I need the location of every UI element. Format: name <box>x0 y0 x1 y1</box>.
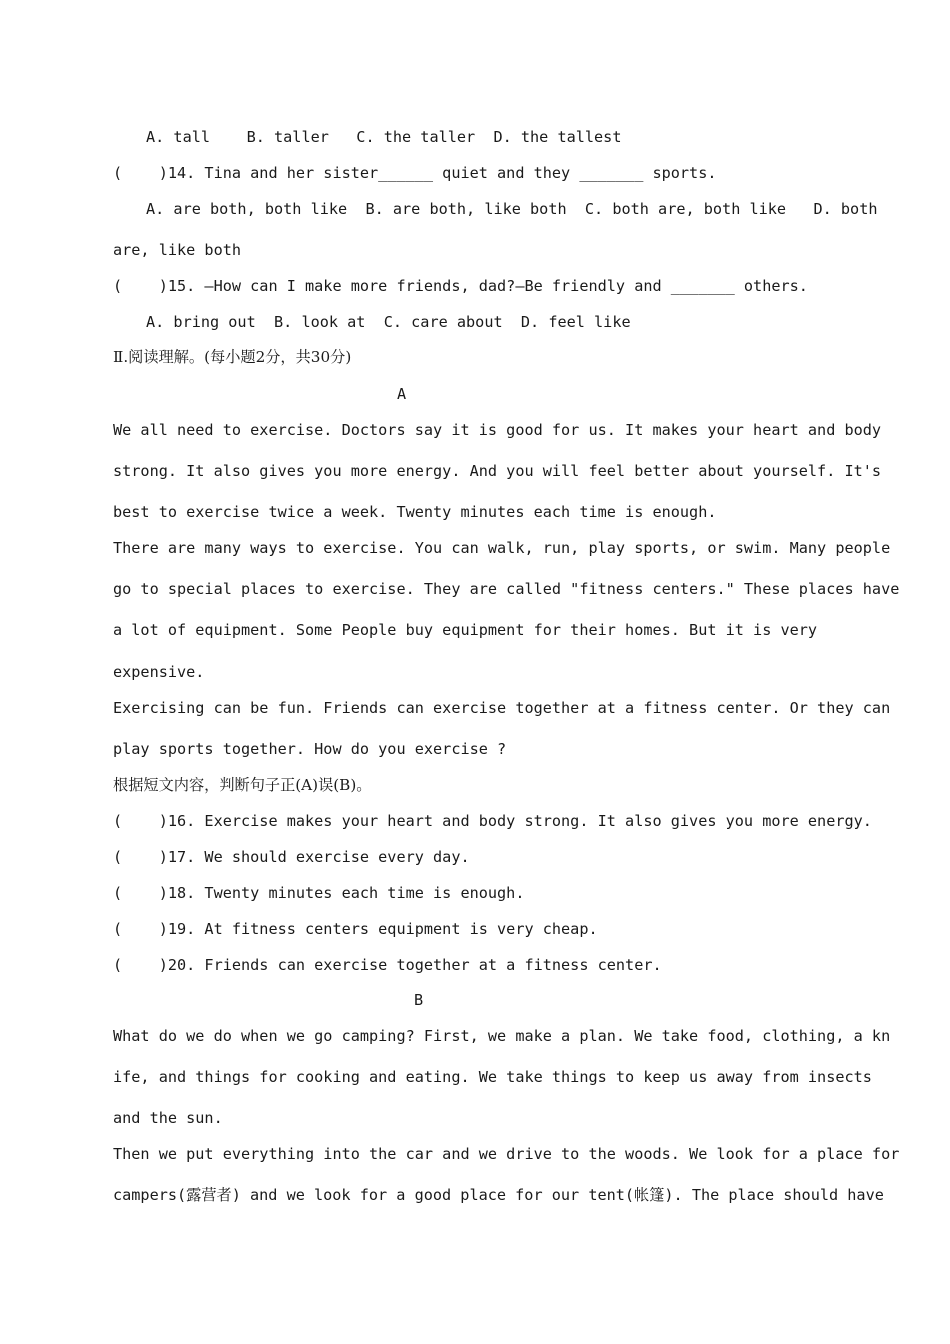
question-16: ( )16. Exercise makes your heart and body strong. It also gives you more energy. <box>113 812 872 830</box>
passage-b-label: B <box>414 991 424 1009</box>
instruction-text: 根据短文内容，判断句子正(A)误(B)。 <box>113 776 372 794</box>
q15-options: A. bring out B. look at C. care about D. feel like <box>146 313 631 331</box>
passage-a-line: go to special places to exercise. They are called "fitness centers." These places have <box>113 580 900 598</box>
question-19: ( )19. At fitness centers equipment is very cheap. <box>113 920 598 938</box>
passage-a-line: strong. It also gives you more energy. And you will feel better about yourself. It's <box>113 462 882 480</box>
q13-options: A. tall B. taller C. the taller D. the tallest <box>146 128 622 146</box>
passage-a-label: A <box>397 385 407 403</box>
question-18: ( )18. Twenty minutes each time is enough. <box>113 884 525 902</box>
q14-stem: ( )14. Tina and her sister______ quiet and they _______ sports. <box>113 164 717 182</box>
q15-stem: ( )15. —How can I make more friends, dad?—Be friendly and _______ others. <box>113 277 808 295</box>
passage-a-line: There are many ways to exercise. You can walk, run, play sports, or swim. Many people <box>113 539 891 557</box>
passage-b-line: Then we put everything into the car and we drive to the woods. We look for a place for <box>113 1145 900 1163</box>
passage-a-line: best to exercise twice a week. Twenty minutes each time is enough. <box>113 503 717 521</box>
q14-options-continued: are, like both <box>113 241 242 259</box>
passage-a-line: We all need to exercise. Doctors say it is good for us. It makes your heart and body <box>113 421 882 439</box>
passage-a-line: Exercising can be fun. Friends can exercise together at a fitness center. Or they can <box>113 699 891 717</box>
question-17: ( )17. We should exercise every day. <box>113 848 470 866</box>
question-20: ( )20. Friends can exercise together at a fitness center. <box>113 956 662 974</box>
passage-a-line: a lot of equipment. Some People buy equipment for their homes. But it is very <box>113 621 818 639</box>
passage-b-line: campers(露营者) and we look for a good place for our tent(帐篷). The place should have <box>113 1186 884 1204</box>
section-header: Ⅱ.阅读理解。(每小题2分，共30分) <box>113 348 352 366</box>
passage-b-line: What do we do when we go camping? First, we make a plan. We take food, clothing, a kn <box>113 1027 891 1045</box>
q14-options: A. are both, both like B. are both, like both C. both are, both like D. both <box>146 200 878 218</box>
passage-b-line: ife, and things for cooking and eating. We take things to keep us away from insects <box>113 1068 872 1086</box>
passage-a-line: play sports together. How do you exercise ? <box>113 740 507 758</box>
passage-b-line: and the sun. <box>113 1109 223 1127</box>
passage-a-line: expensive. <box>113 663 205 681</box>
